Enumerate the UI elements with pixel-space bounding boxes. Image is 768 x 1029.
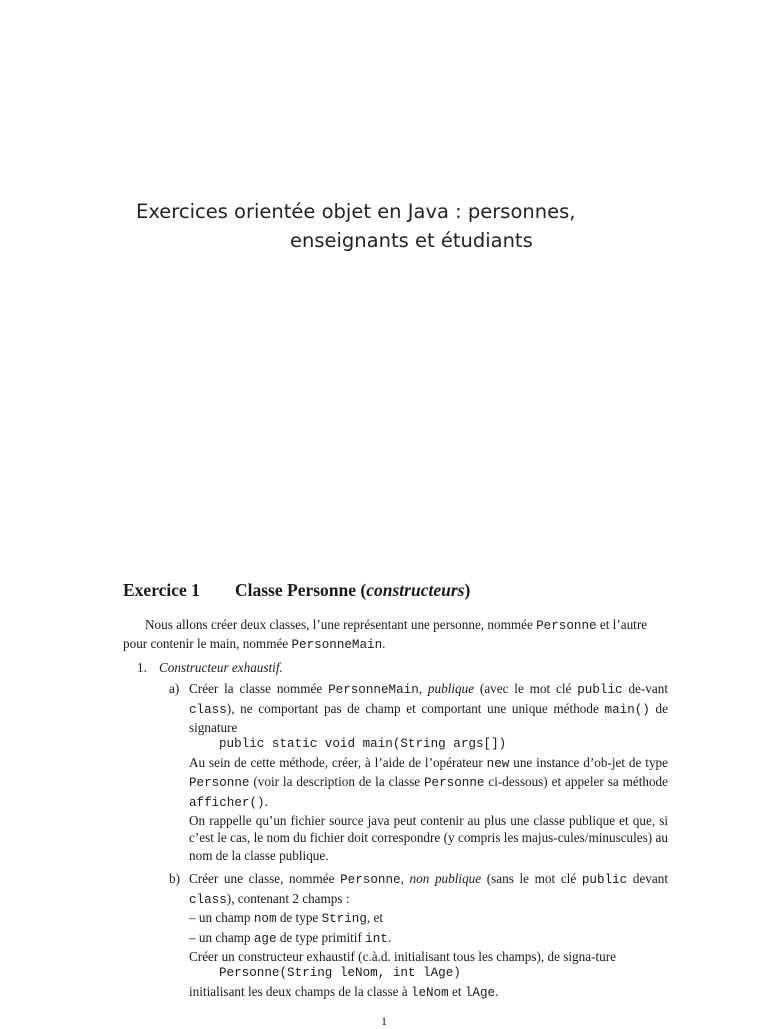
sub-marker-a: a) <box>169 681 180 697</box>
section-number: Exercice 1 <box>123 580 200 600</box>
section-heading <box>123 580 470 601</box>
intro-text-1: Nous allons créer deux classes, l’une représentant une personne, nommée <box>145 617 537 632</box>
sub-a-text-4: de-vant <box>622 681 668 697</box>
sub-b-p3-code-2: lAge <box>464 985 496 1000</box>
intro-code-1: Personne <box>536 619 597 633</box>
sub-b-text-2: , <box>400 871 410 887</box>
sub-a-text-2: , <box>418 681 428 697</box>
sub-a-p2-code-2: Personne <box>189 776 250 791</box>
sub-b-f1-code-2: String <box>321 912 367 927</box>
sub-a-code-3: class <box>189 702 227 717</box>
sub-b-text-1: Créer une classe, nommée <box>189 871 341 887</box>
sub-b-code-1: Personne <box>340 873 401 888</box>
sub-a-p2-code-4: afficher() <box>189 795 265 810</box>
sub-b-f2-text-2: de type primitif <box>276 929 366 945</box>
sub-b-f1-text-1: – un champ <box>189 910 254 926</box>
section-title-text: Classe Personne ( <box>235 580 367 600</box>
sub-a-text-3: (avec le mot clé <box>474 681 578 697</box>
sub-b-f1-text-3: , et <box>366 910 384 926</box>
intro-paragraph <box>123 616 668 655</box>
sub-b-para-1 <box>189 870 668 909</box>
sub-item-b <box>123 870 668 1002</box>
sub-a-text-1: Créer la classe nommée <box>189 681 329 697</box>
sub-a-emph-1: publique <box>427 681 475 697</box>
sub-b-f2-text-1: – un champ <box>189 929 254 945</box>
sub-b-f1-text-2: de type <box>276 910 322 926</box>
sub-b-p3-code-1: leNom <box>410 985 449 1000</box>
sub-b-p3-text-2: et <box>448 983 465 999</box>
section-title-end: ) <box>464 580 471 600</box>
sub-a-code-1: PersonneMain <box>328 683 419 698</box>
sub-a-para-1 <box>189 680 668 736</box>
title-line-1: Exercices orientée objet en Java : personnes, <box>136 200 576 223</box>
intro-text-2: et l’autre pour contenir le main, nommée <box>123 617 648 652</box>
sub-b-p3-text-3: . <box>495 983 499 999</box>
sub-b-f2-text-3: . <box>387 929 392 945</box>
sub-a-para-3: On rappelle qu’un fichier source java peut contenir au plus une classe publique et que, si c’est le cas, le nom du fichier doit correspondre (y compris les majus-cules/minuscules) au nom de la classe publique. <box>189 813 668 863</box>
list-item-1 <box>123 659 668 676</box>
title-line-2: enseignants et étudiants <box>290 229 533 252</box>
sub-b-text-3: (sans le mot clé <box>481 871 582 887</box>
sub-b-text-5: ), contenant 2 champs : <box>226 890 350 906</box>
sub-a-text-5: ), ne comportant pas de champ et comportant une unique méthode <box>226 700 605 716</box>
sub-a-p2-text-2: une instance d’ob-jet de type <box>509 754 668 770</box>
sub-a-p2-text-3: (voir la description de la classe <box>249 774 424 790</box>
section-title-emphasis: constructeurs <box>366 580 465 600</box>
sub-a-code-2: public <box>577 683 623 698</box>
sub-b-code-3: class <box>189 892 227 907</box>
sub-b-text-4: devant <box>627 871 668 887</box>
sub-b-emph-1: non publique <box>409 871 482 887</box>
sub-b-f2-code-2: int <box>365 931 388 946</box>
sub-b-para-2: Créer un constructeur exhaustif (c.à.d. initialisant tous les champs), de signa-ture <box>189 948 616 964</box>
sub-b-f1-code-1: nom <box>253 912 277 927</box>
sub-a-code-block: public static void main(String args[]) <box>219 737 507 752</box>
sub-item-a <box>123 680 668 864</box>
page-number: 1 <box>381 1014 387 1028</box>
sub-b-f2-code-1: age <box>253 931 277 946</box>
sub-a-p2-code-1: new <box>486 756 510 771</box>
sub-marker-b: b) <box>169 871 180 887</box>
sub-a-code-4: main() <box>604 702 650 717</box>
sub-b-p3-text-1: initialisant les deux champs de la classe à <box>189 983 411 999</box>
sub-b-field-1 <box>189 909 668 928</box>
sub-b-code-block: Personne(String leNom, int lAge) <box>219 966 461 981</box>
sub-a-para-2 <box>189 754 668 812</box>
sub-b-field-2 <box>189 929 668 948</box>
sub-b-para-3 <box>189 983 668 1002</box>
sub-a-p2-text-5: . <box>264 793 268 809</box>
sub-a-p2-text-4: ci-dessous) et appeler sa méthode <box>484 774 669 790</box>
sub-b-code-2: public <box>581 873 628 888</box>
list-marker-1: 1. <box>137 659 147 675</box>
sub-a-p2-text-1: Au sein de cette méthode, créer, à l’aide de l’opérateur <box>189 754 487 770</box>
intro-code-2: PersonneMain <box>291 638 383 653</box>
sub-a-p2-code-3: Personne <box>423 776 485 791</box>
intro-text-3: . <box>382 636 386 652</box>
list-item-1-label: Constructeur exhaustif. <box>159 659 283 675</box>
sub-a-text-6: de signature <box>189 700 668 736</box>
document-body <box>123 616 668 1002</box>
